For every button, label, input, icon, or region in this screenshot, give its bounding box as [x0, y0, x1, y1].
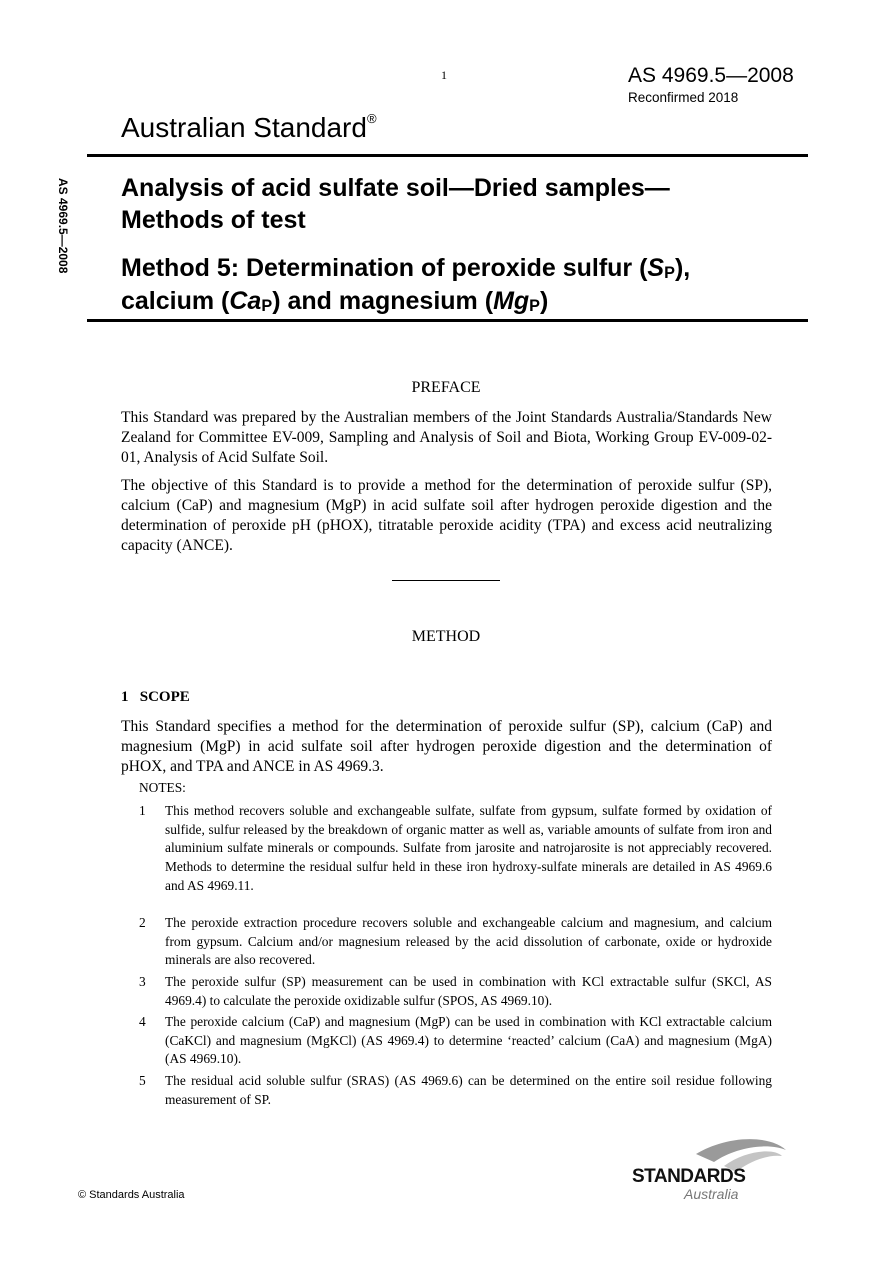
copyright-notice: © Standards Australia — [78, 1189, 185, 1201]
scope-paragraph: This Standard specifies a method for the determination of peroxide sulfur (SP), calcium (CaP) and magnesium (MgP) in acid sulfate soil after hydrogen peroxide digestion and the determination of pHOX, and TPA and ANCE in AS 4969.3. — [121, 718, 772, 775]
registered-mark: ® — [366, 111, 377, 126]
reconfirmed-note: Reconfirmed 2018 — [628, 90, 739, 105]
method-heading: METHOD — [411, 628, 481, 645]
logo-word-australia: Australia — [684, 1186, 739, 1202]
preface-paragraph-1: This Standard was prepared by the Australian members of the Joint Standards Australia/Standards New Zealand for Committee EV-009, Sampling and Analysis of Soil and Biota, Working Group EV-009-02-01, Analysis of Acid Sulfate Soil. — [121, 409, 772, 466]
method-title-line-1: Method 5: Determination of peroxide sulfur $(S_P)$, — [121, 254, 691, 282]
side-label: AS 4969.5—2008 — [56, 178, 70, 274]
method-title-line-2: calcium $(Ca_P)$ and magnesium $(Mg_P)$ — [121, 287, 549, 315]
preface-paragraph-2: The objective of this Standard is to provide a method for the determination of peroxide sulfur (SP), calcium (CaP) and magnesium (MgP) in acid sulfate soil after hydrogen peroxide digestion and the determination of peroxide pH (pHOX), titratable peroxide acidity (TPA) and excess acid neutralizing capacity (ANCE). — [121, 477, 772, 554]
scope-heading: 1 SCOPE — [121, 689, 190, 705]
logo-word-standards: STANDARDS — [632, 1166, 746, 1187]
title-line-1: Analysis of acid sulfate soil—Dried samples— — [121, 174, 670, 202]
standard-number: AS 4969.5—2008 — [628, 64, 794, 87]
notes-list: 1 This method recovers soluble and exchangeable sulfate, sulfate from gypsum, sulfate formed by oxidation of sulfide, sulfur released by the breakdown of organic matter as well as, variable amounts of sulfate from iron and aluminium sulfate minerals or compounds. Sulfate from jarosite and natrojarosite is not appreciably recovered. Methods to determine the residual sulfur held in these iron hydroxy-sulfate minerals are detailed in AS 4969.6 and AS 4969.11. 2 The peroxide extraction procedure recovers soluble and exchangeable calcium and magnesium, and calcium from gypsum. Calcium and/or magnesium released by the acid dissolution of carbonate, oxide or hydroxide minerals are also recovered. 3 The peroxide sulfur (SP) measurement can be used in combination with KCl extractable sulfur (SKCl, AS 4969.4) to calculate the peroxide oxidizable sulfur (SPOS, AS 4969.10). 4 The peroxide calcium (CaP) and magnesium (MgP) can be used in combination with KCl extractable calcium (CaKCl) and magnesium (MgKCl) (AS 4969.4) to determine ‘reacted’ calcium (CaA) and magnesium (MgA) (AS 4969.10). 5 The residual acid soluble sulfur (SRAS) (AS 4969.6) can be determined on the entire soil residue following measurement of SP. — [139, 803, 772, 1107]
title-line-2: Methods of test — [121, 206, 306, 234]
preface-heading: PREFACE — [411, 379, 481, 396]
brand-text: Australian Standard — [121, 112, 367, 143]
notes-heading: NOTES: — [139, 780, 186, 795]
page-number: 1 — [441, 68, 447, 82]
standards-australia-logo — [628, 1132, 788, 1204]
